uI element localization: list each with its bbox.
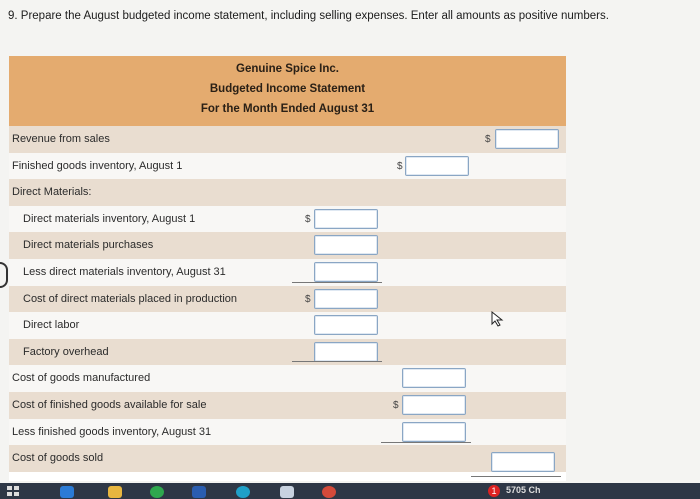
chrome-icon[interactable] — [150, 486, 164, 498]
row-direct-materials-heading — [9, 179, 566, 206]
row-label: Cost of direct materials placed in production — [23, 292, 237, 305]
chrome-profile-icon[interactable] — [322, 486, 336, 498]
statement-header — [9, 56, 566, 127]
row-label: Direct Materials: — [12, 186, 92, 199]
mouse-pointer-icon — [490, 310, 508, 328]
row-cost-goods-manufactured — [9, 365, 566, 392]
files-icon[interactable] — [108, 486, 122, 498]
row-direct-labor — [9, 312, 566, 339]
cost-goods-sold-input[interactable] — [491, 452, 555, 472]
row-cost-fg-available — [9, 392, 566, 419]
statement-period: For the Month Ended August 31 — [200, 103, 375, 115]
word-icon[interactable] — [192, 486, 206, 498]
subtotal-rule — [292, 361, 382, 362]
row-label: Less direct materials inventory, August 31 — [23, 266, 226, 278]
subtotal-rule — [381, 442, 471, 443]
row-label: Less finished goods inventory, August 31 — [12, 425, 212, 438]
dollar-sign: $ — [393, 400, 399, 411]
dell-icon[interactable] — [60, 486, 74, 498]
row-label: Finished goods inventory, August 1 — [12, 159, 183, 172]
row-fg-inventory-aug1 — [9, 153, 566, 180]
row-cost-dm-placed — [9, 286, 566, 313]
row-dm-purchases — [9, 232, 566, 259]
dollar-sign: $ — [485, 134, 491, 145]
income-statement-table — [9, 56, 566, 481]
row-label: Direct labor — [23, 319, 80, 332]
dollar-sign: $ — [397, 160, 403, 172]
dm-purchases-input[interactable] — [314, 235, 378, 255]
row-label: Cost of goods manufactured — [12, 372, 151, 385]
dollar-sign: $ — [305, 293, 311, 305]
taskbar — [0, 483, 700, 499]
cost-dm-placed-input[interactable] — [314, 289, 378, 309]
start-icon[interactable] — [6, 485, 20, 497]
row-less-dm-inventory-aug31 — [9, 259, 566, 286]
row-revenue — [9, 126, 566, 153]
mail-icon[interactable] — [280, 486, 294, 498]
row-label: Direct materials inventory, August 1 — [23, 212, 196, 225]
dollar-sign: $ — [305, 213, 311, 225]
row-label: Cost of finished goods available for sale — [12, 399, 207, 411]
statement-title: Budgeted Income Statement — [209, 83, 366, 95]
dm-inventory-aug1-input[interactable] — [314, 209, 378, 229]
question-text: 9. Prepare the August budgeted income statement, including selling expenses. Enter all amounts as positive numbers. — [8, 10, 609, 22]
row-cost-goods-sold — [9, 445, 566, 472]
dm-inventory-aug31-input[interactable] — [314, 262, 378, 282]
row-label: Cost of goods sold — [12, 452, 104, 465]
window-edge-bracket — [0, 262, 8, 288]
row-label: Factory overhead — [23, 345, 109, 358]
fg-inventory-aug31-input[interactable] — [402, 422, 466, 442]
direct-labor-input[interactable] — [314, 315, 378, 335]
weather-text[interactable]: 5705 Ch — [506, 485, 541, 495]
cost-fg-available-input[interactable] — [402, 395, 466, 415]
subtotal-rule — [292, 282, 382, 283]
company-name: Genuine Spice Inc. — [236, 63, 339, 75]
row-factory-overhead — [9, 339, 566, 366]
subtotal-rule — [471, 476, 561, 477]
factory-overhead-input[interactable] — [314, 342, 378, 362]
notification-badge[interactable]: 1 — [488, 485, 500, 497]
revenue-input[interactable] — [495, 129, 559, 149]
edge-icon[interactable] — [236, 486, 250, 498]
row-label: Revenue from sales — [12, 133, 110, 145]
row-label: Direct materials purchases — [23, 239, 154, 252]
row-less-fg-inventory-aug31 — [9, 419, 566, 446]
cost-goods-manufactured-input[interactable] — [402, 368, 466, 388]
fg-inventory-aug1-input[interactable] — [405, 156, 469, 176]
row-dm-inventory-aug1 — [9, 206, 566, 233]
